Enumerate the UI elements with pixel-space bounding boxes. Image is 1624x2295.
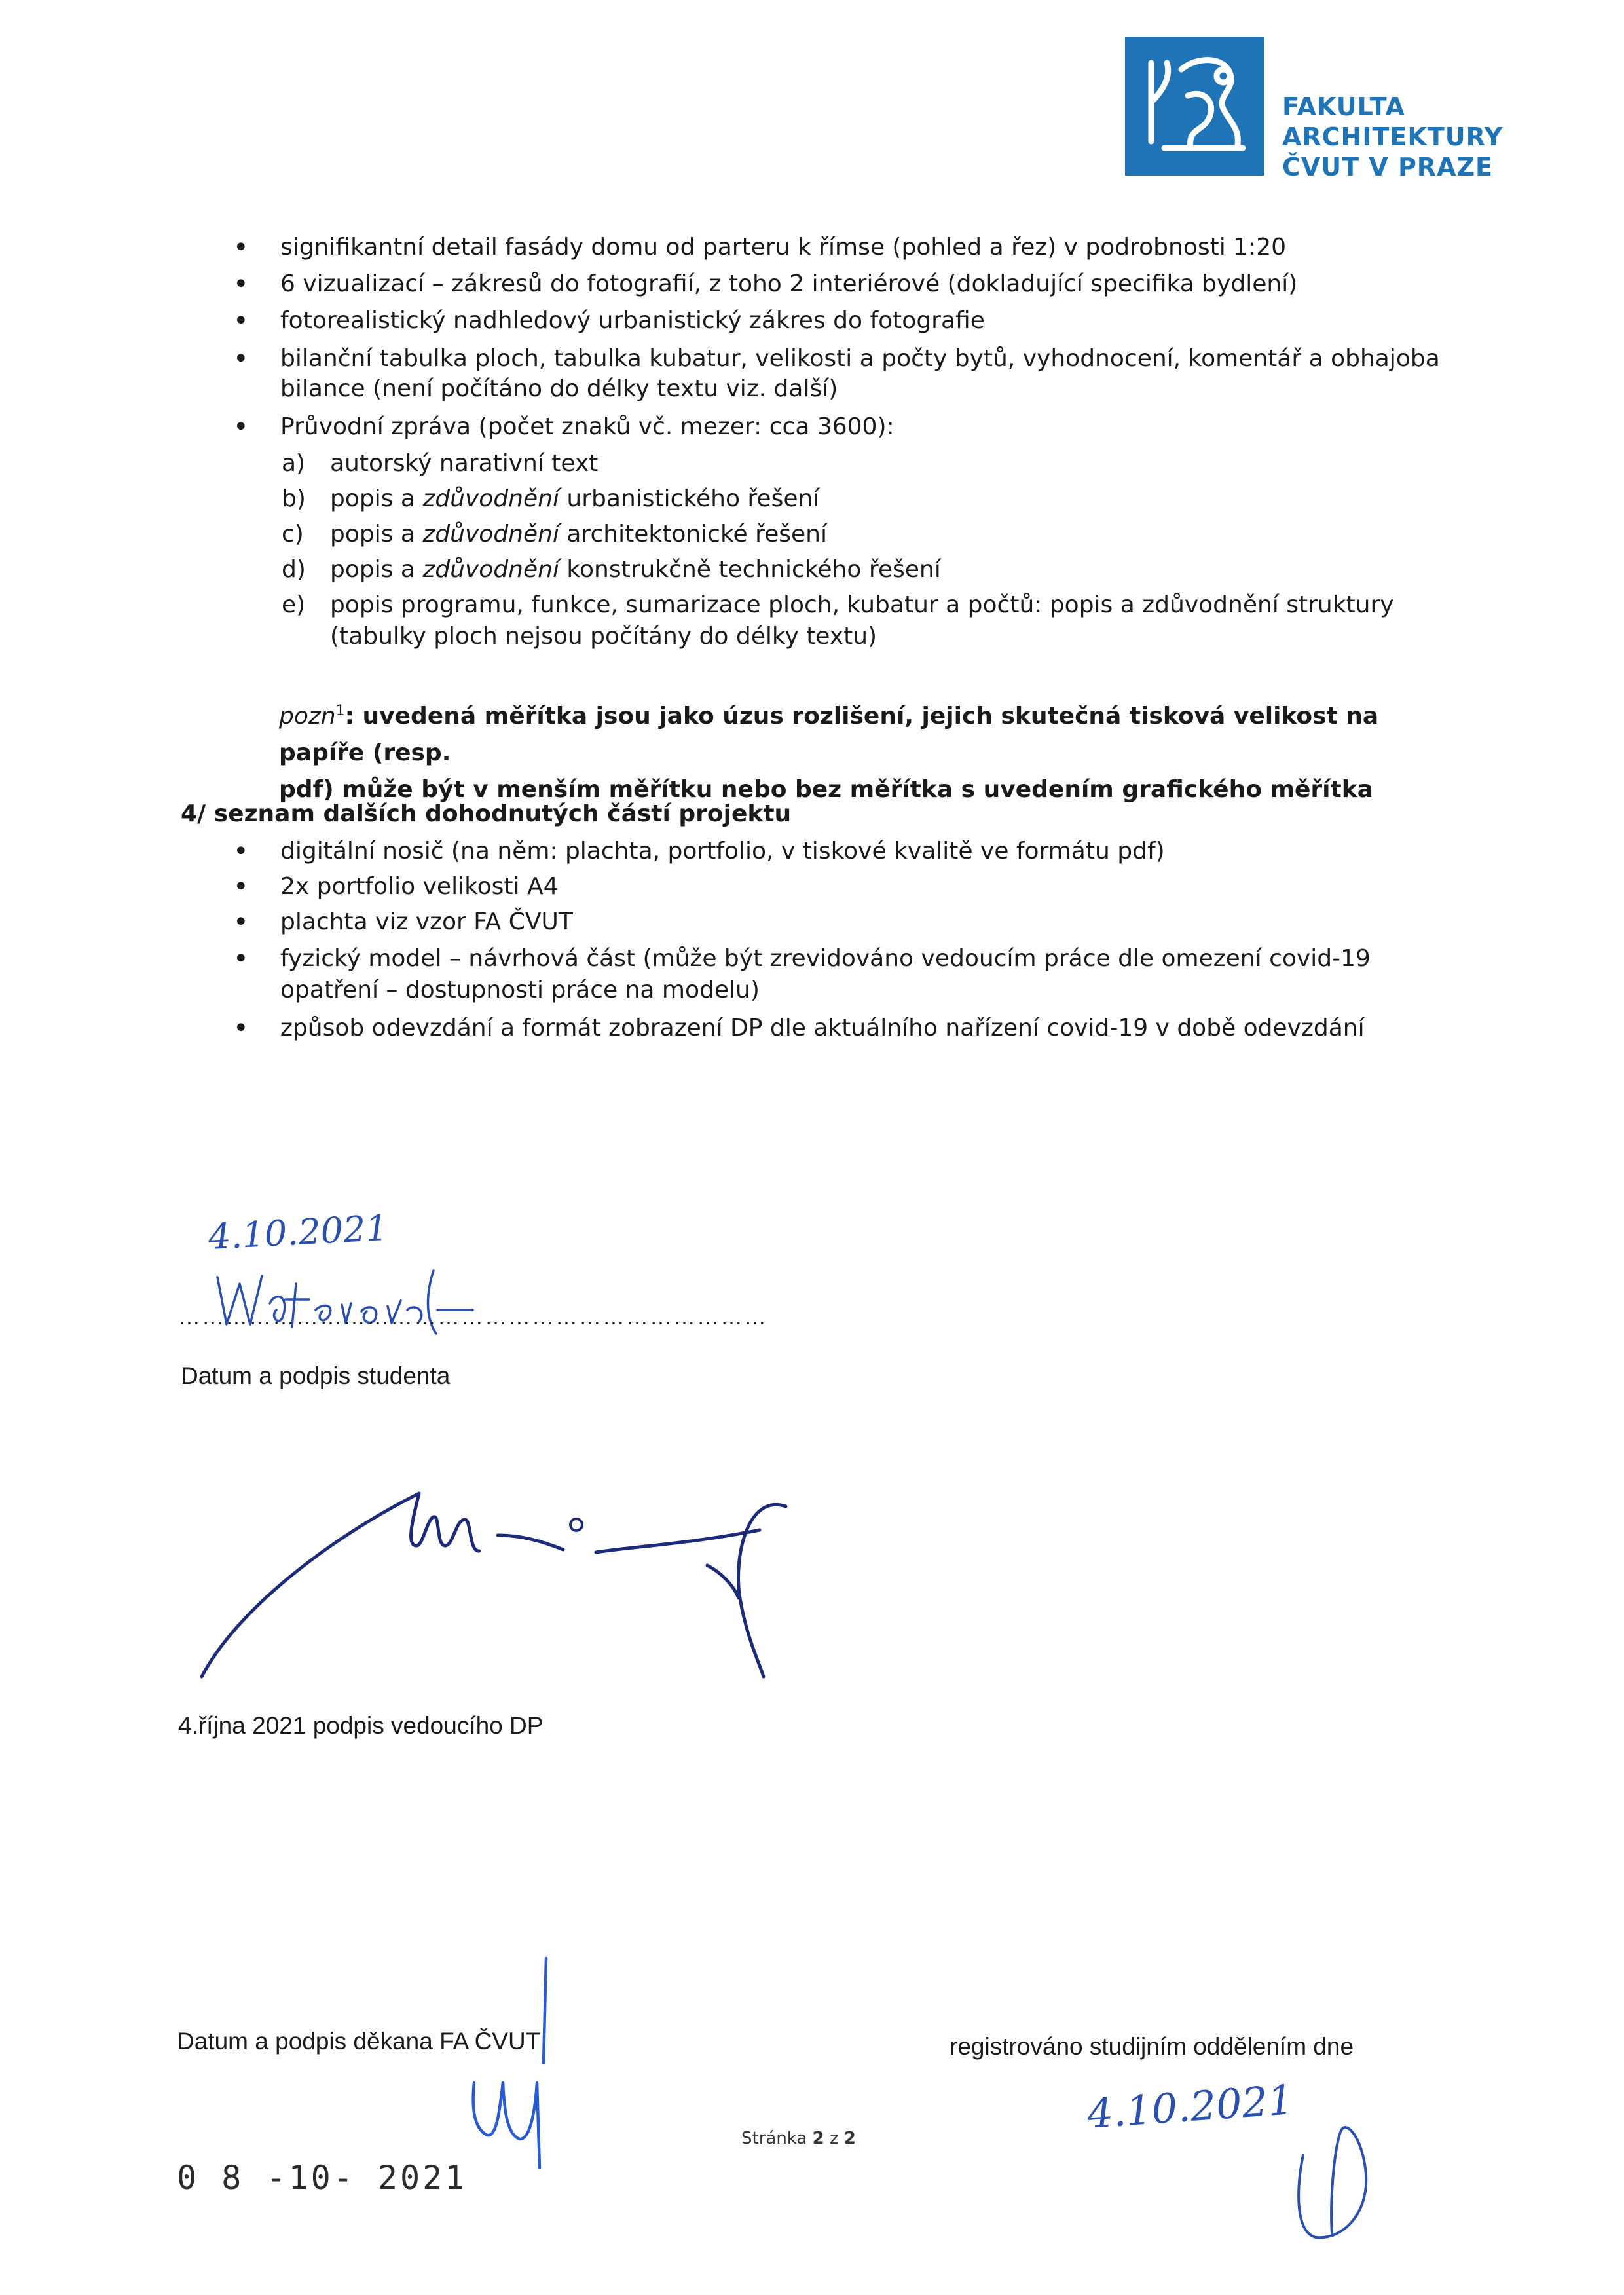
registry-handwritten-date: 4.10.2021 <box>1085 2076 1295 2138</box>
bullet-icon: • <box>233 907 249 937</box>
page-footer: Stránka 2 z 2 <box>741 2129 856 2148</box>
lion-emblem-icon <box>1125 37 1264 176</box>
list-item: signifikantní detail fasády domu od parteru k římse (pohled a řez) v podrobnosti 1:20 <box>280 234 1287 261</box>
dean-signature-label: Datum a podpis děkana FA ČVUT <box>177 2028 541 2055</box>
signature-dotted-line: ………………………………………………………………… <box>178 1305 767 1330</box>
dean-date-stamp: 0 8 -10- 2021 <box>177 2159 468 2197</box>
supervisor-signature-label: 4.října 2021 podpis vedoucího DP <box>178 1712 544 1739</box>
logo-line-1: FAKULTA <box>1282 92 1405 121</box>
note-line-1: pozn$^1$: uvedená měřítka jsou jako úzus rozlišení, jejich skutečná tisková velikost na papíře (resp. <box>279 703 1379 766</box>
total-pages: 2 <box>843 2129 856 2148</box>
list-item: fyzický model – návrhová část (může být zrevidováno vedoucím práce dle omezení covid-19 <box>280 945 1371 972</box>
note-line-2: pdf) může být v menším měřítku nebo bez měřítka s uvedením grafického měřítka <box>279 776 1373 803</box>
bullet-icon: • <box>233 306 249 336</box>
list-item: 6 vizualizací – zákresů do fotografií, z toho 2 interiérové (dokladující specifika bydlení) <box>280 271 1298 297</box>
list-item: bilanční tabulka ploch, tabulka kubatur, velikosti a počty bytů, vyhodnocení, komentář a obhajoba <box>280 345 1440 372</box>
student-signature <box>211 1264 486 1343</box>
faculty-name <box>1282 92 1503 182</box>
sublist-item: popis a zdůvodnění architektonické řešení <box>330 521 827 548</box>
list-item: způsob odevzdání a formát zobrazení DP dle aktuálního nařízení covid-19 v době odevzdání <box>280 1015 1365 1041</box>
list-item: digitální nosič (na něm: plachta, portfolio, v tiskové kvalitě ve formátu pdf) <box>280 838 1165 865</box>
registry-initials <box>1290 2116 1382 2247</box>
current-page: 2 <box>812 2129 824 2148</box>
bullet-icon: • <box>233 233 249 263</box>
supervisor-signature <box>196 1467 825 1690</box>
sublist-item-continuation: (tabulky ploch nejsou počítány do délky textu) <box>330 623 877 650</box>
sublist-item: popis programu, funkce, sumarizace ploch, kubatur a počtů: popis a zdůvodnění struktury <box>330 591 1394 618</box>
list-item: 2x portfolio velikosti A4 <box>280 873 559 900</box>
bullet-icon: • <box>233 1013 249 1043</box>
list-item-continuation: opatření – dostupnosti práce na modelu) <box>280 977 760 1003</box>
sublist-letter: a) <box>282 450 306 477</box>
bullet-icon: • <box>233 944 249 974</box>
bullet-icon: • <box>233 872 249 902</box>
sublist-item: autorský narativní text <box>330 450 599 477</box>
bullet-icon: • <box>233 836 249 867</box>
sublist-letter: b) <box>282 485 306 512</box>
note-superscript: 1 <box>335 703 345 719</box>
sublist-letter: c) <box>282 521 304 548</box>
sublist-letter: e) <box>282 591 306 618</box>
faculty-logo <box>1125 37 1264 176</box>
bullet-icon: • <box>233 412 249 442</box>
list-item-continuation: bilance (není počítáno do délky textu viz. další) <box>280 375 838 402</box>
logo-line-2: ARCHITEKTURY <box>1282 122 1504 151</box>
sublist-item: popis a zdůvodnění konstrukčně technického řešení <box>330 556 941 583</box>
note-label: pozn <box>279 703 336 730</box>
dean-signature <box>448 1958 579 2174</box>
sublist-letter: d) <box>282 556 306 583</box>
section-title: 4/ seznam dalších dohodnutých částí projektu <box>181 800 792 827</box>
list-item: fotorealistický nadhledový urbanistický zákres do fotografie <box>280 307 985 334</box>
scale-note <box>279 693 1458 808</box>
student-signature-label: Datum a podpis studenta <box>181 1362 451 1389</box>
list-item: Průvodní zpráva (počet znaků vč. mezer: cca 3600): <box>280 413 895 440</box>
logo-line-3: ČVUT V PRAZE <box>1282 153 1493 181</box>
registry-label: registrováno studijním oddělením dne <box>950 2033 1354 2060</box>
sublist-item: popis a zdůvodnění urbanistického řešení <box>330 485 820 512</box>
bullet-icon: • <box>233 269 249 299</box>
list-item: plachta viz vzor FA ČVUT <box>280 908 573 935</box>
student-handwritten-date: 4.10.2021 <box>207 1206 390 1258</box>
bullet-icon: • <box>233 344 249 374</box>
